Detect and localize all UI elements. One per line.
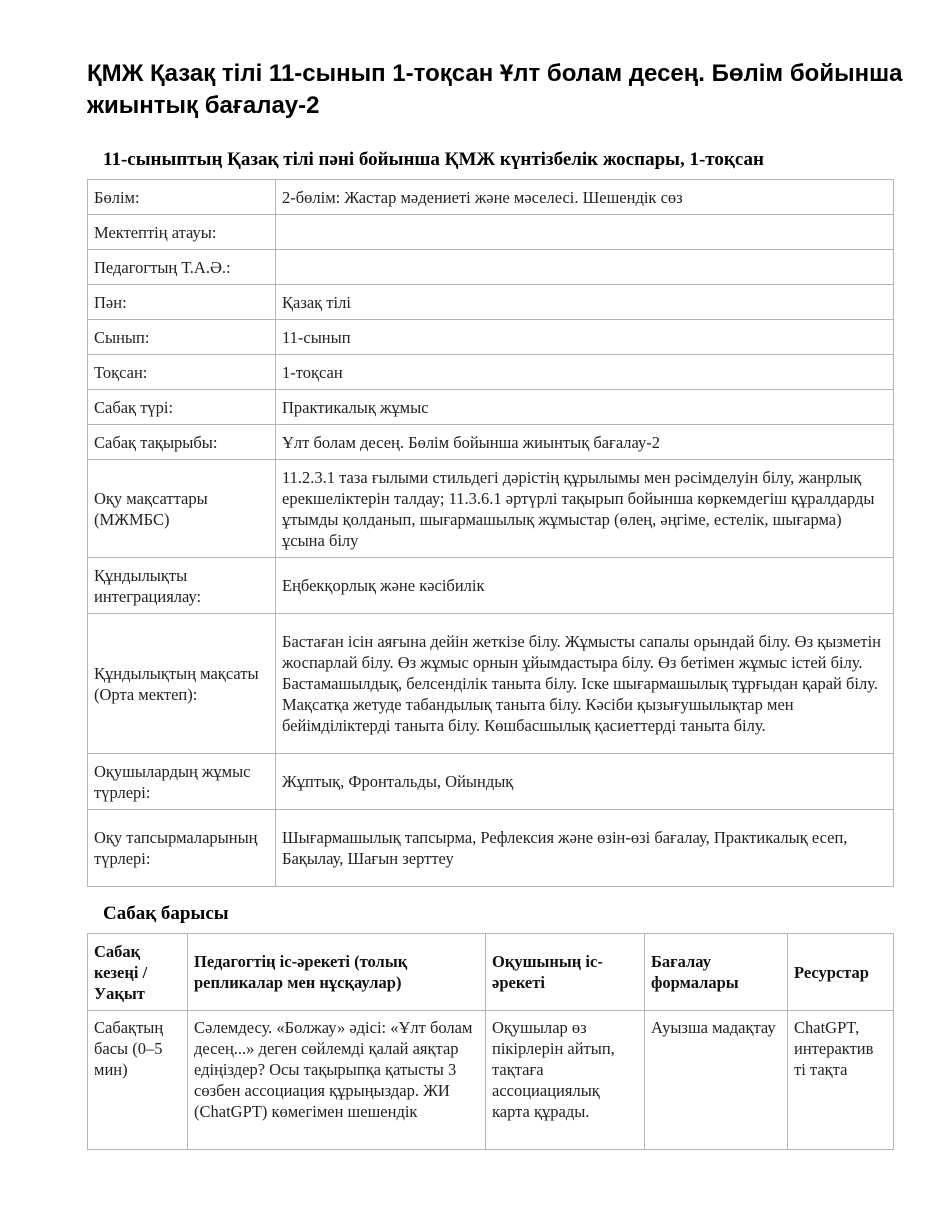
row-label: Бөлім: <box>88 180 276 215</box>
row-label: Сынып: <box>88 320 276 355</box>
row-label: Оқу тапсырмаларының түрлері: <box>88 810 276 887</box>
row-value: Еңбекқорлық және кәсібилік <box>276 558 894 614</box>
column-header-assessment: Бағалау формалары <box>645 934 788 1011</box>
row-value: 11-сынып <box>276 320 894 355</box>
table-row <box>88 1011 894 1150</box>
cell-resources <box>788 1011 894 1150</box>
row-label: Оқушылардың жұмыс түрлері: <box>88 754 276 810</box>
table-row <box>88 425 894 460</box>
row-value: Бастаған ісін аяғына дейін жеткізе білу. Жұмысты сапалы орындай білу. Өз қызметін жоспарлай білу. Өз жұмыс орнын ұйымдастыра білу. Өз бетімен жұмыс істей білу. Бастамашылдық, белсенділік таныта білу. Іске шығармашылық тұрғыдан қарай білу. Мақсатқа жетуде табандылық таныта білу. Кәсіби қызығушылықтар мен бейімділіктерді таныта білу. Көшбасшылық қасиеттерді таныта білу. <box>276 614 894 754</box>
cell-stage <box>88 1011 188 1150</box>
row-value: 1-тоқсан <box>276 355 894 390</box>
cell-assessment-text: Ауызша мадақтау <box>651 1018 776 1037</box>
row-label: Тоқсан: <box>88 355 276 390</box>
table-row <box>88 250 894 285</box>
table-header-row <box>88 934 894 1011</box>
row-value: Практикалық жұмыс <box>276 390 894 425</box>
cell-student-text: Оқушылар өз пікірлерін айтып, тақтаға ассоциациялық карта құрады. <box>492 1018 615 1121</box>
row-label: Педагогтың Т.А.Ә.: <box>88 250 276 285</box>
row-label: Мектептің атауы: <box>88 215 276 250</box>
cell-teacher <box>188 1011 486 1150</box>
column-header-stage: Сабақ кезеңі / Уақыт <box>88 934 188 1011</box>
row-value: Қазақ тілі <box>276 285 894 320</box>
column-header-student: Оқушының іс-әрекеті <box>486 934 645 1011</box>
lesson-heading: Сабақ барысы <box>103 903 229 924</box>
plan-info-table <box>87 179 894 887</box>
row-value: 11.2.3.1 таза ғылыми стильдегі дәрістің құрылымы мен рәсімделуін білу, жанрлық ерекшеліктерін талдау; 11.3.6.1 әртүрлі тақырып бойынша көркемдегіш құралдарды ұтымды қолданып, шығармашылық жұмыстар (өлең, әңгіме, естелік, шығарма) ұсына білу <box>276 460 894 558</box>
row-label: Құндылықты интеграциялау: <box>88 558 276 614</box>
row-value: 2-бөлім: Жастар мәдениеті және мәселесі. Шешендік сөз <box>276 180 894 215</box>
table-row <box>88 390 894 425</box>
row-value: Жұптық, Фронтальды, Ойындық <box>276 754 894 810</box>
row-label: Сабақ түрі: <box>88 390 276 425</box>
row-label: Пән: <box>88 285 276 320</box>
table-row <box>88 215 894 250</box>
lesson-table <box>87 933 894 1150</box>
document-title: ҚМЖ Қазақ тілі 11-сынып 1-тоқсан Ұлт болам десең. Бөлім бойынша жиынтық бағалау-2 <box>87 60 903 119</box>
row-label: Құндылықтың мақсаты (Орта мектеп): <box>88 614 276 754</box>
table-row <box>88 754 894 810</box>
row-value <box>276 215 894 250</box>
table-row <box>88 558 894 614</box>
table-row <box>88 810 894 887</box>
table-row <box>88 460 894 558</box>
row-value: Шығармашылық тапсырма, Рефлексия және өзін-өзі бағалау, Практикалық есеп, Бақылау, Шағын зерттеу <box>276 810 894 887</box>
cell-teacher-text: Сәлемдесу. «Болжау» әдісі: «Ұлт болам десең...» деген сөйлемді қалай аяқтар едіңіздер? Осы тақырыпқа қатысты 3 сөзбен ассоциация құрыңыздар. ЖИ (ChatGPT) көмегімен шешендік <box>194 1018 473 1121</box>
row-value <box>276 250 894 285</box>
cell-resources-text: ChatGPT, интерактив ті тақта <box>794 1018 874 1079</box>
row-value: Ұлт болам десең. Бөлім бойынша жиынтық бағалау-2 <box>276 425 894 460</box>
cell-stage-text: Сабақтың басы (0–5 мин) <box>94 1018 164 1079</box>
cell-student <box>486 1011 645 1150</box>
table-row <box>88 320 894 355</box>
table-row <box>88 355 894 390</box>
row-label: Сабақ тақырыбы: <box>88 425 276 460</box>
cell-assessment <box>645 1011 788 1150</box>
table-row <box>88 180 894 215</box>
row-label: Оқу мақсаттары (МЖМБС) <box>88 460 276 558</box>
table-row <box>88 285 894 320</box>
column-header-teacher: Педагогтің іс-әрекеті (толық репликалар мен нұсқаулар) <box>188 934 486 1011</box>
column-header-resources: Ресурстар <box>788 934 894 1011</box>
plan-info-heading: 11-сыныптың Қазақ тілі пәні бойынша ҚМЖ күнтізбелік жоспары, 1-тоқсан <box>103 149 764 170</box>
table-row <box>88 614 894 754</box>
